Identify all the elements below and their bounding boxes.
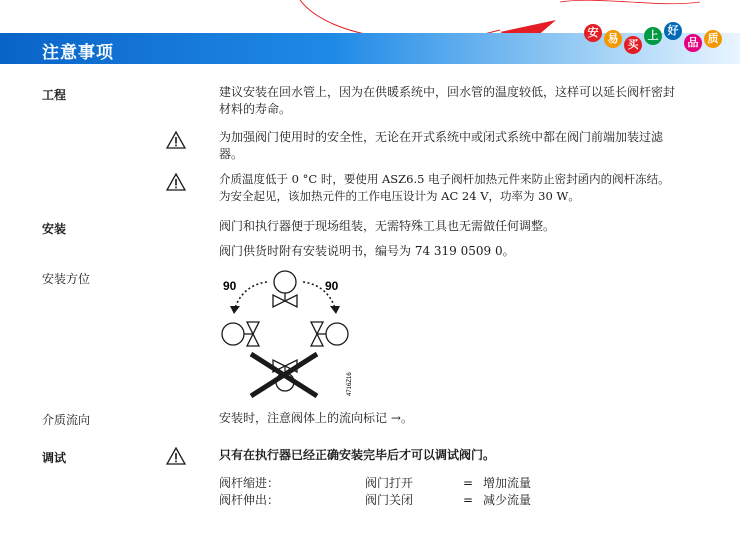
slogan-char: 易 xyxy=(604,30,622,48)
angle-label-right: 90 xyxy=(325,279,339,293)
flow-text: 安装时，注意阀体上的流向标记 →。 xyxy=(219,411,413,425)
slogan-char: 买 xyxy=(624,36,642,54)
table-cell-flow: 减少流量 xyxy=(483,493,532,507)
slogan-char: 质 xyxy=(704,30,722,48)
actuator-vertical-up xyxy=(273,271,297,307)
table-cell-flow: 增加流量 xyxy=(483,476,532,490)
slogan-char: 好 xyxy=(664,22,682,40)
section-label-flow: 介质流向 xyxy=(42,413,91,427)
table-cell-equals: = xyxy=(463,476,474,490)
warning-triangle-icon xyxy=(166,447,186,465)
section-label-installation: 安装 xyxy=(42,222,67,236)
page-title: 注意事项 xyxy=(42,43,114,63)
slogan-char: 品 xyxy=(684,34,702,52)
slogan-char: 上 xyxy=(644,27,662,45)
table-cell-valve: 阀门关闭 xyxy=(365,493,414,507)
engineering-para-1: 建议安装在回水管上，因为在供暖系统中，回水管的温度较低，这样可以延长阀杆密封 材料的寿命。 xyxy=(219,85,676,116)
angle-label-left: 90 xyxy=(223,279,237,293)
table-cell-equals: = xyxy=(463,493,474,507)
engineering-para-3: 介质温度低于 0 °C 时，要使用 ASZ6.5 电子阀杆加热元件来防止密封函内的阀杆冻结。 为安全起见，该加热元件的工作电压设计为 AC 24 V，功率为 30 W。 xyxy=(219,172,670,203)
actuator-vertical-down-prohibited xyxy=(251,354,317,396)
actuator-horizontal-right xyxy=(311,322,348,346)
installation-para-2: 阀门供货时附有安装说明书，编号为 74 319 0509 0。 xyxy=(219,244,515,258)
actuator-horizontal-left xyxy=(222,322,259,346)
table-cell-stem: 阀杆缩进： xyxy=(219,476,280,490)
section-label-commissioning: 调试 xyxy=(42,451,67,465)
warning-triangle-icon xyxy=(166,131,186,149)
warning-triangle-icon xyxy=(166,173,186,191)
section-label-orientation: 安装方位 xyxy=(42,272,91,286)
mounting-orientation-diagram xyxy=(213,268,363,398)
table-cell-valve: 阀门打开 xyxy=(365,476,414,490)
engineering-para-2: 为加强阀门使用时的安全性，无论在开式系统中或闭式系统中都在阀门前端加装过滤 器。 xyxy=(219,130,664,161)
table-cell-stem: 阀杆伸出： xyxy=(219,493,280,507)
commissioning-warning: 只有在执行器已经正确安装完毕后才可以调试阀门。 xyxy=(219,448,496,462)
slogan-char: 安 xyxy=(584,24,602,42)
section-label-engineering: 工程 xyxy=(42,88,67,102)
figure-code: 4716Z16 xyxy=(347,372,353,396)
installation-para-1: 阀门和执行器便于现场组装，无需特殊工具也无需做任何调整。 xyxy=(219,219,556,233)
page-header xyxy=(0,0,740,70)
